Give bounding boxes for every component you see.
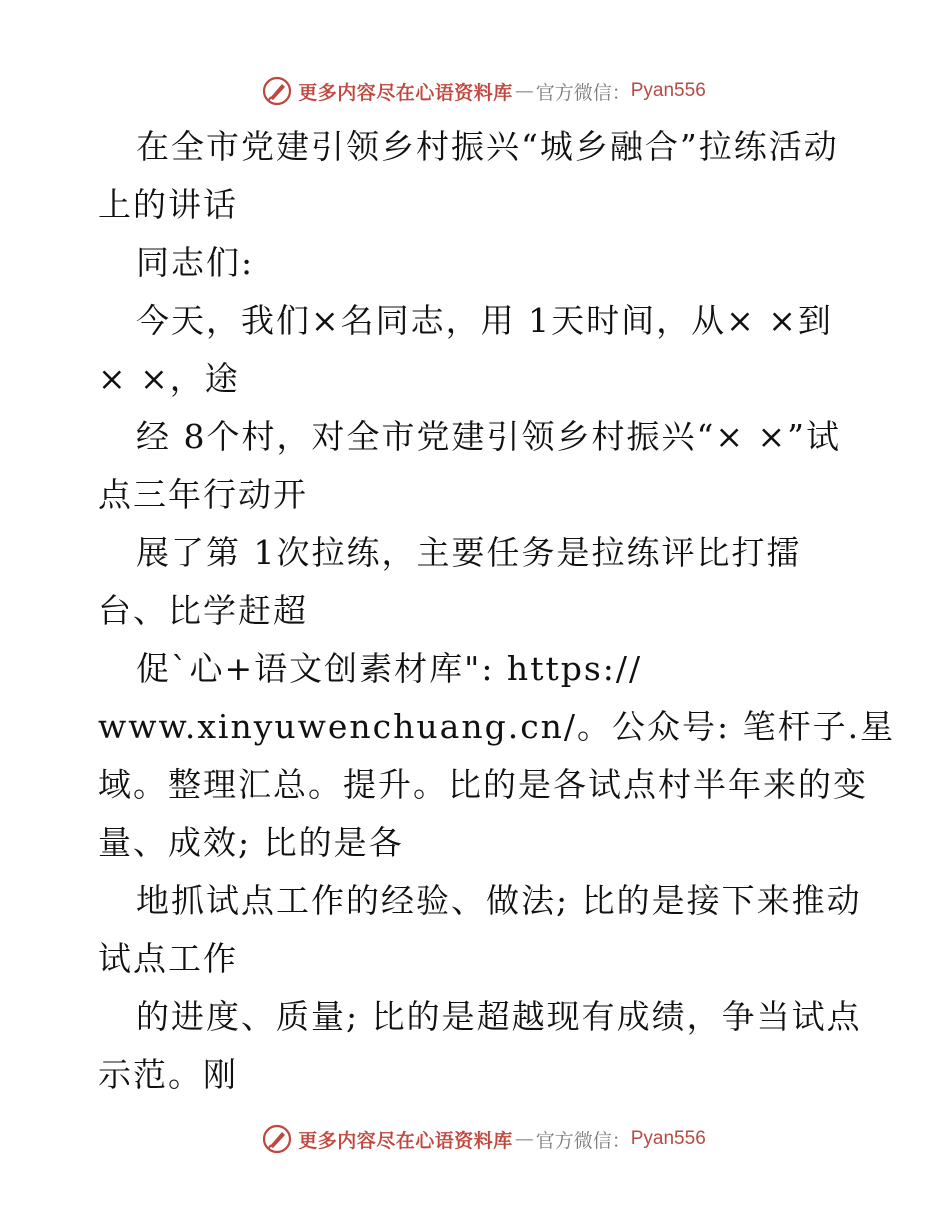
text-line: 今天，我们×名同志，用 1天时间，从× ×到 xyxy=(136,301,833,340)
text-line: 上的讲话 xyxy=(98,185,238,224)
banner-official-label: 官方微信： xyxy=(535,1129,631,1152)
banner-brand-text: 更多内容尽在心语资料库 xyxy=(298,1129,513,1152)
text-line: 促`心+语文创素材库": https:// xyxy=(136,649,643,688)
banner-official-label: 官方微信： xyxy=(535,81,631,104)
text-line: × ×，途 xyxy=(98,359,240,398)
text-line: 台、比学赶超 xyxy=(98,591,308,630)
text-line: 同志们: xyxy=(136,243,255,282)
banner-wechat-id: Pyan556 xyxy=(630,80,706,101)
banner-dash: — xyxy=(514,80,534,102)
text-line: 在全市党建引领乡村振兴“城乡融合”拉练活动 xyxy=(136,127,839,166)
text-line: 展了第 1次拉练，主要任务是拉练评比打擂 xyxy=(136,533,802,572)
text-line: 经 8个村，对全市党建引领乡村振兴“× ×”试 xyxy=(136,417,842,456)
banner-brand-text: 更多内容尽在心语资料库 xyxy=(298,81,513,104)
quill-seal-icon xyxy=(262,1124,292,1154)
text-line: 地抓试点工作的经验、做法; 比的是接下来推动 xyxy=(136,881,862,920)
banner-dash: — xyxy=(514,1128,534,1150)
quill-seal-icon xyxy=(262,76,292,106)
text-line: 试点工作 xyxy=(98,939,238,978)
text-line: 点三年行动开 xyxy=(98,475,308,514)
header-banner xyxy=(0,74,950,108)
footer-banner xyxy=(0,1122,950,1156)
text-line: 的进度、质量; 比的是超越现有成绩，争当试点 xyxy=(136,997,862,1036)
text-line-link: www.xinyuwenchuang.cn/。公众号: 笔杆子.星 xyxy=(98,707,896,746)
text-line: 示范。刚 xyxy=(98,1055,238,1094)
text-line: 量、成效; 比的是各 xyxy=(98,823,404,862)
text-line: 域。整理汇总。提升。比的是各试点村半年来的变 xyxy=(98,765,868,804)
banner-wechat-id: Pyan556 xyxy=(630,1128,706,1149)
